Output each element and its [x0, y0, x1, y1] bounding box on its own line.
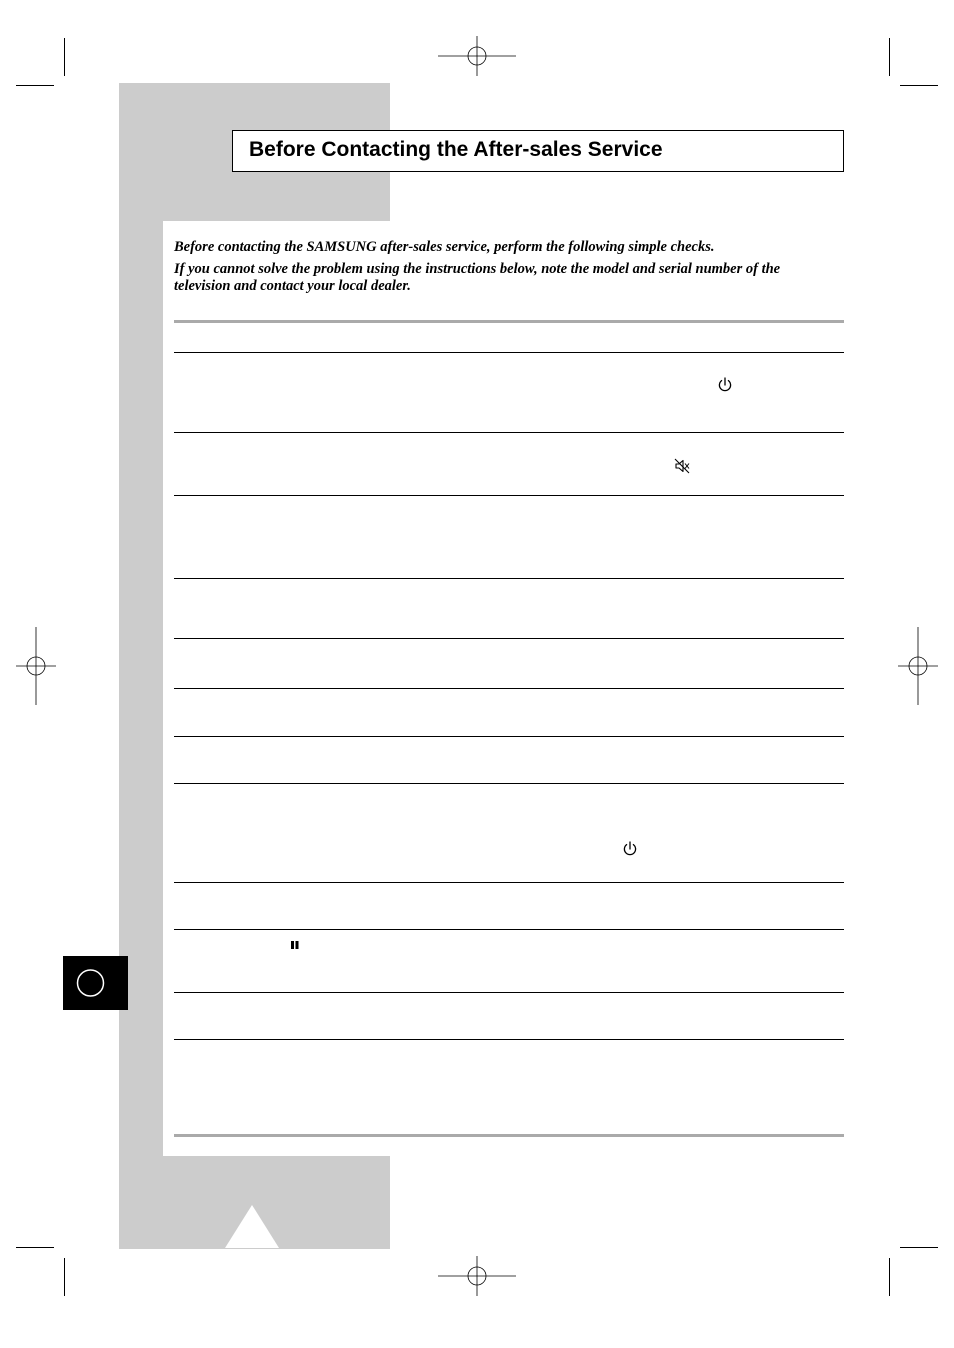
table-row-divider: [174, 882, 844, 883]
registration-mark-icon: [438, 36, 516, 76]
table-row-divider: [174, 992, 844, 993]
intro-paragraph-2: If you cannot solve the problem using the instructions below, note the model and serial number of the television and contact your local dealer.: [174, 261, 781, 294]
page-number-circle-icon: [63, 956, 128, 1010]
page-number-tab: [63, 956, 128, 1010]
crop-mark: [889, 1258, 890, 1296]
crop-mark: [16, 85, 54, 86]
title-box: [232, 130, 844, 172]
crop-mark: [64, 38, 65, 76]
intro-paragraph-1: Before contacting the SAMSUNG after-sales service, perform the following simple checks.: [174, 239, 715, 255]
power-icon: [717, 377, 733, 393]
pause-icon: [290, 940, 300, 950]
table-row-divider: [174, 736, 844, 737]
table-row-divider: [174, 638, 844, 639]
crop-mark: [64, 1258, 65, 1296]
table-row-divider: [174, 578, 844, 579]
registration-mark-icon: [898, 627, 938, 705]
table-top-rule: [174, 320, 844, 323]
page-title: Before Contacting the After-sales Service: [249, 138, 663, 161]
table-bottom-rule: [174, 1134, 844, 1137]
registration-mark-icon: [438, 1256, 516, 1296]
table-row-divider: [174, 1039, 844, 1040]
side-band-left: [119, 221, 163, 1249]
crop-mark: [16, 1247, 54, 1248]
mute-icon: [674, 458, 690, 474]
triangle-marker-icon: [225, 1205, 279, 1248]
registration-mark-icon: [16, 627, 56, 705]
table-row-divider: [174, 352, 844, 353]
table-row-divider: [174, 495, 844, 496]
power-icon: [622, 841, 638, 857]
crop-mark: [900, 85, 938, 86]
crop-mark: [900, 1247, 938, 1248]
crop-mark: [889, 38, 890, 76]
table-row-divider: [174, 688, 844, 689]
table-row-divider: [174, 783, 844, 784]
table-row-divider: [174, 432, 844, 433]
table-row-divider: [174, 929, 844, 930]
